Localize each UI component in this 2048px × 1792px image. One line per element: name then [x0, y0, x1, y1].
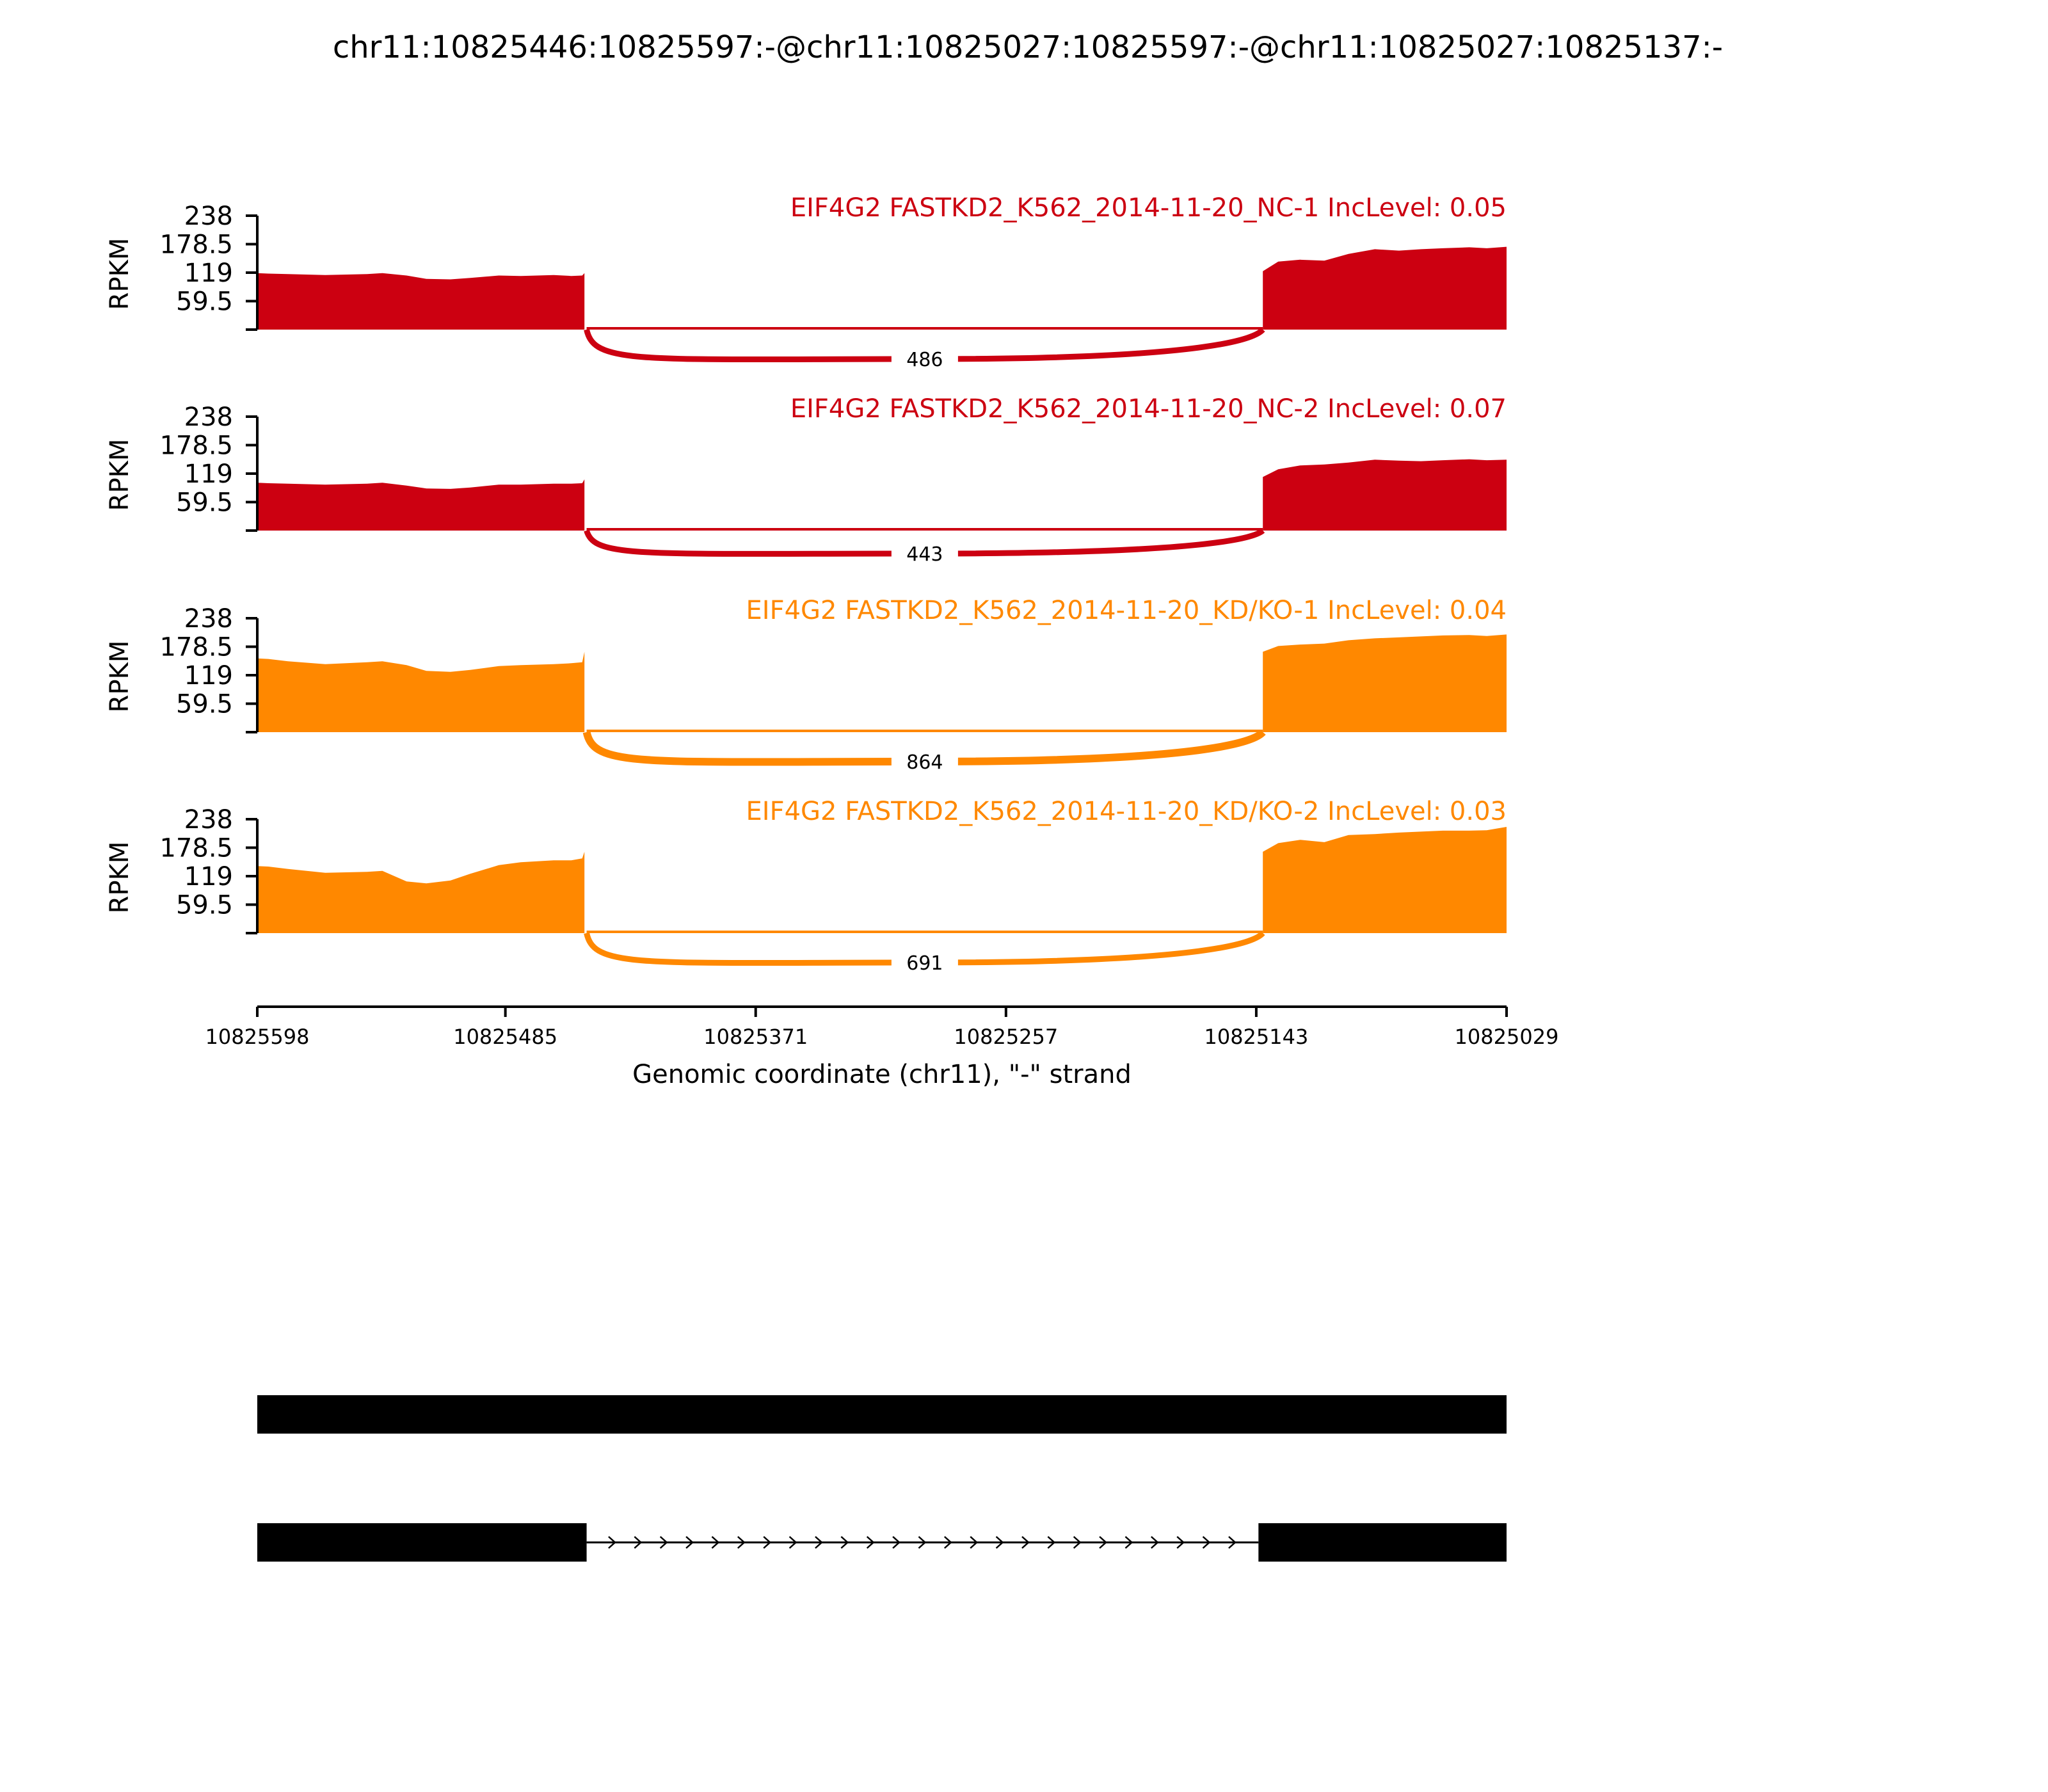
coverage-area-right-exon — [1263, 634, 1507, 732]
x-axis-label: Genomic coordinate (chr11), "-" strand — [632, 1060, 1132, 1089]
y-tick-label: 59.5 — [175, 890, 233, 920]
y-tick-label: 59.5 — [175, 689, 233, 719]
y-axis-label: RPKM — [105, 640, 134, 713]
y-tick-label: 119 — [184, 460, 233, 489]
figure-title: chr11:10825446:10825597:-@chr11:10825027:10825597:-@chr11:10825027:10825137:- — [332, 29, 1724, 65]
y-tick-label: 119 — [184, 661, 233, 691]
isoform-row — [257, 1395, 1507, 1434]
coverage-area-left-exon — [257, 852, 584, 933]
x-tick-label: 10825371 — [703, 1025, 808, 1049]
x-tick-label: 10825029 — [1454, 1025, 1559, 1049]
coverage-panels — [105, 193, 1507, 977]
coverage-area-right-exon — [1263, 827, 1507, 933]
exon-block — [1258, 1523, 1507, 1562]
coverage-area-right-exon — [1263, 247, 1507, 330]
isoform-row — [257, 1523, 1507, 1562]
y-tick-label: 238 — [184, 202, 233, 231]
junction-read-count: 864 — [906, 751, 943, 774]
exon-block — [257, 1395, 1507, 1434]
y-tick-label: 119 — [184, 862, 233, 892]
y-axis-label: RPKM — [105, 237, 134, 310]
y-tick-label: 238 — [184, 604, 233, 634]
x-tick-label: 10825257 — [954, 1025, 1059, 1049]
x-tick-label: 10825485 — [453, 1025, 558, 1049]
y-tick-label: 178.5 — [159, 431, 233, 461]
y-axis-label: RPKM — [105, 438, 134, 511]
x-tick-label: 10825143 — [1204, 1025, 1309, 1049]
junction-read-count: 443 — [906, 543, 943, 566]
exon-block — [257, 1523, 587, 1562]
y-tick-label: 238 — [184, 805, 233, 835]
sample-label: EIF4G2 FASTKD2_K562_2014-11-20_NC-1 IncLevel: 0.05 — [790, 193, 1507, 223]
coverage-area-left-exon — [257, 479, 584, 531]
isoform-track — [257, 1395, 1507, 1562]
y-tick-label: 59.5 — [175, 287, 233, 317]
y-tick-label: 178.5 — [159, 833, 233, 863]
x-axis — [205, 1007, 1559, 1049]
coverage-panel — [105, 193, 1507, 373]
sample-label: EIF4G2 FASTKD2_K562_2014-11-20_KD/KO-1 IncLevel: 0.04 — [746, 596, 1507, 625]
sample-label: EIF4G2 FASTKD2_K562_2014-11-20_NC-2 IncLevel: 0.07 — [790, 394, 1507, 424]
junction-read-count: 691 — [906, 952, 943, 975]
sample-label: EIF4G2 FASTKD2_K562_2014-11-20_KD/KO-2 IncLevel: 0.03 — [746, 797, 1507, 826]
coverage-area-left-exon — [257, 652, 584, 732]
y-tick-label: 119 — [184, 259, 233, 288]
x-tick-label: 10825598 — [205, 1025, 310, 1049]
junction-read-count: 486 — [906, 349, 943, 371]
y-tick-label: 178.5 — [159, 230, 233, 260]
coverage-panel — [105, 797, 1507, 977]
coverage-area-left-exon — [257, 273, 584, 330]
y-tick-label: 59.5 — [175, 488, 233, 518]
coverage-panel — [105, 596, 1507, 776]
coverage-panel — [105, 394, 1507, 568]
y-tick-label: 178.5 — [159, 632, 233, 662]
y-tick-label: 238 — [184, 403, 233, 432]
coverage-area-right-exon — [1263, 460, 1507, 531]
y-axis-label: RPKM — [105, 841, 134, 914]
